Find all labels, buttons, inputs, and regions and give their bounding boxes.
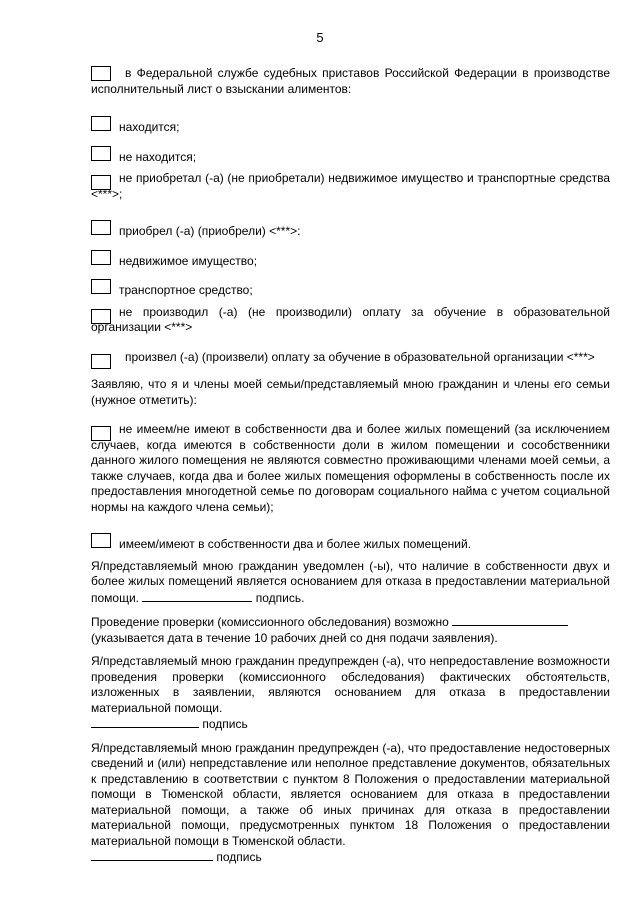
- item-vehicle-text: транспортное средство;: [119, 283, 253, 297]
- notice-false-info: [91, 741, 610, 850]
- checkbox-realty[interactable]: [91, 250, 111, 265]
- item-found: [91, 112, 610, 134]
- checkbox-not-found[interactable]: [91, 146, 111, 161]
- item-no-two-dwellings: [91, 422, 610, 515]
- notice-inspection: [91, 654, 610, 716]
- signature-line-3[interactable]: [91, 849, 213, 861]
- item-acquired-text: приобрел (-а) (приобрели) <***>:: [119, 224, 301, 238]
- signature-line-1[interactable]: [142, 590, 252, 602]
- item-realty: [91, 246, 610, 268]
- signature-block-3: [91, 849, 610, 866]
- item-have-two-dwellings-text: имеем/имеют в собственности два и более жилых помещений.: [119, 537, 472, 551]
- item-not-acquired: [91, 171, 610, 202]
- checkbox-vehicle[interactable]: [91, 279, 111, 294]
- item-not-paid: [91, 305, 610, 336]
- checkbox-have-two-dwellings[interactable]: [91, 533, 111, 548]
- item-found-text: находится;: [119, 120, 180, 134]
- checkbox-no-two-dwellings[interactable]: [91, 426, 111, 441]
- checkbox-acquired[interactable]: [91, 220, 111, 235]
- page-number: 5: [316, 30, 324, 45]
- item-not-acquired-text: не приобретал (-а) (не приобретали) недвижимое имущество и транспортные средства <***>;: [91, 171, 610, 201]
- notice-false-info-text: Я/представляемый мною гражданин предупрежден (-а), что предоставление недостоверных сведений и (или) непредставление или неполное представление документов, обязательных к представлению в соответствии с пунктом 8 Положения о предоставлении материальной помощи в Тюменской области, является основанием для отказа в предоставлении материальной помощи, а также об иных причинах для отказа в предоставлении материальной помощи, предусмотренных пунктом 18 Положения о предоставлении материальной помощи в Тюменской области.: [91, 740, 610, 848]
- inspection-date-line[interactable]: [452, 614, 568, 626]
- item-no-two-dwellings-text: не имеем/не имеют в собственности два и более жилых помещений (за исключением случаев, когда имеются в собственности доли в жилом помещении и сособственники данного жилого помещения не являются совместно проживающими членами моей семьи, а также случаев, когда два и более жилых помещения оформлены в собственность после их предоставления многодетной семье по договорам социального найма с учетом социальной нормы на каждого члена семьи);: [91, 422, 610, 514]
- notice-dwellings-text: Я/представляемый мною гражданин уведомлен (-ы), что наличие в собственности двух и более жилых помещений является основанием для отказа в предоставлении материальной помощи.: [91, 558, 610, 605]
- checkbox-fssp[interactable]: [91, 66, 111, 81]
- item-paid-text: произвел (-а) (произвели) оплату за обучение в образовательной организации <***>: [125, 349, 595, 364]
- item-not-found: [91, 142, 610, 164]
- item-not-paid-text: не производил (-а) (не производили) оплату за обучение в образовательной организации <***>: [91, 304, 610, 334]
- signature-line-2[interactable]: [91, 716, 199, 728]
- notice-inspection-text: Я/представляемый мною гражданин предупрежден (-а), что непредоставление возможности проведения проверки (комиссионного обследования) фактических обстоятельств, изложенных в заявлении, являются основанием для отказа в предоставлении материальной помощи.: [91, 654, 610, 715]
- signature-label-2: подпись: [202, 717, 248, 731]
- inspection-note: (указывается дата в течение 10 рабочих дней со дня подачи заявления).: [91, 630, 498, 645]
- checkbox-not-paid[interactable]: [91, 309, 111, 324]
- notice-dwellings: [91, 559, 610, 607]
- signature-block-2: [91, 716, 610, 733]
- inspection-text: Проведение проверки (комиссионного обследования) возможно: [91, 615, 449, 629]
- item-have-two-dwellings: [91, 529, 610, 551]
- item-paid: [91, 350, 610, 366]
- document-body: [91, 66, 610, 866]
- checkbox-found[interactable]: [91, 116, 111, 131]
- declaration-intro: Заявляю, что я и члены моей семьи/представляемый мною гражданин и члены его семьи (нужное отметить):: [91, 377, 610, 407]
- item-realty-text: недвижимое имущество;: [119, 253, 258, 268]
- checkbox-paid[interactable]: [91, 354, 111, 369]
- item-vehicle: [91, 275, 610, 297]
- signature-label-1: подпись.: [255, 590, 305, 605]
- item-acquired: [91, 216, 610, 238]
- item-not-found-text: не находится;: [119, 149, 197, 164]
- item-fssp: [91, 66, 610, 97]
- inspection-block: [91, 614, 610, 646]
- checkbox-not-acquired[interactable]: [91, 175, 111, 190]
- signature-label-3: подпись: [216, 850, 262, 864]
- item-fssp-text: в Федеральной службе судебных приставов Российской Федерации в производстве исполнительный лист о взыскании алиментов:: [91, 66, 610, 96]
